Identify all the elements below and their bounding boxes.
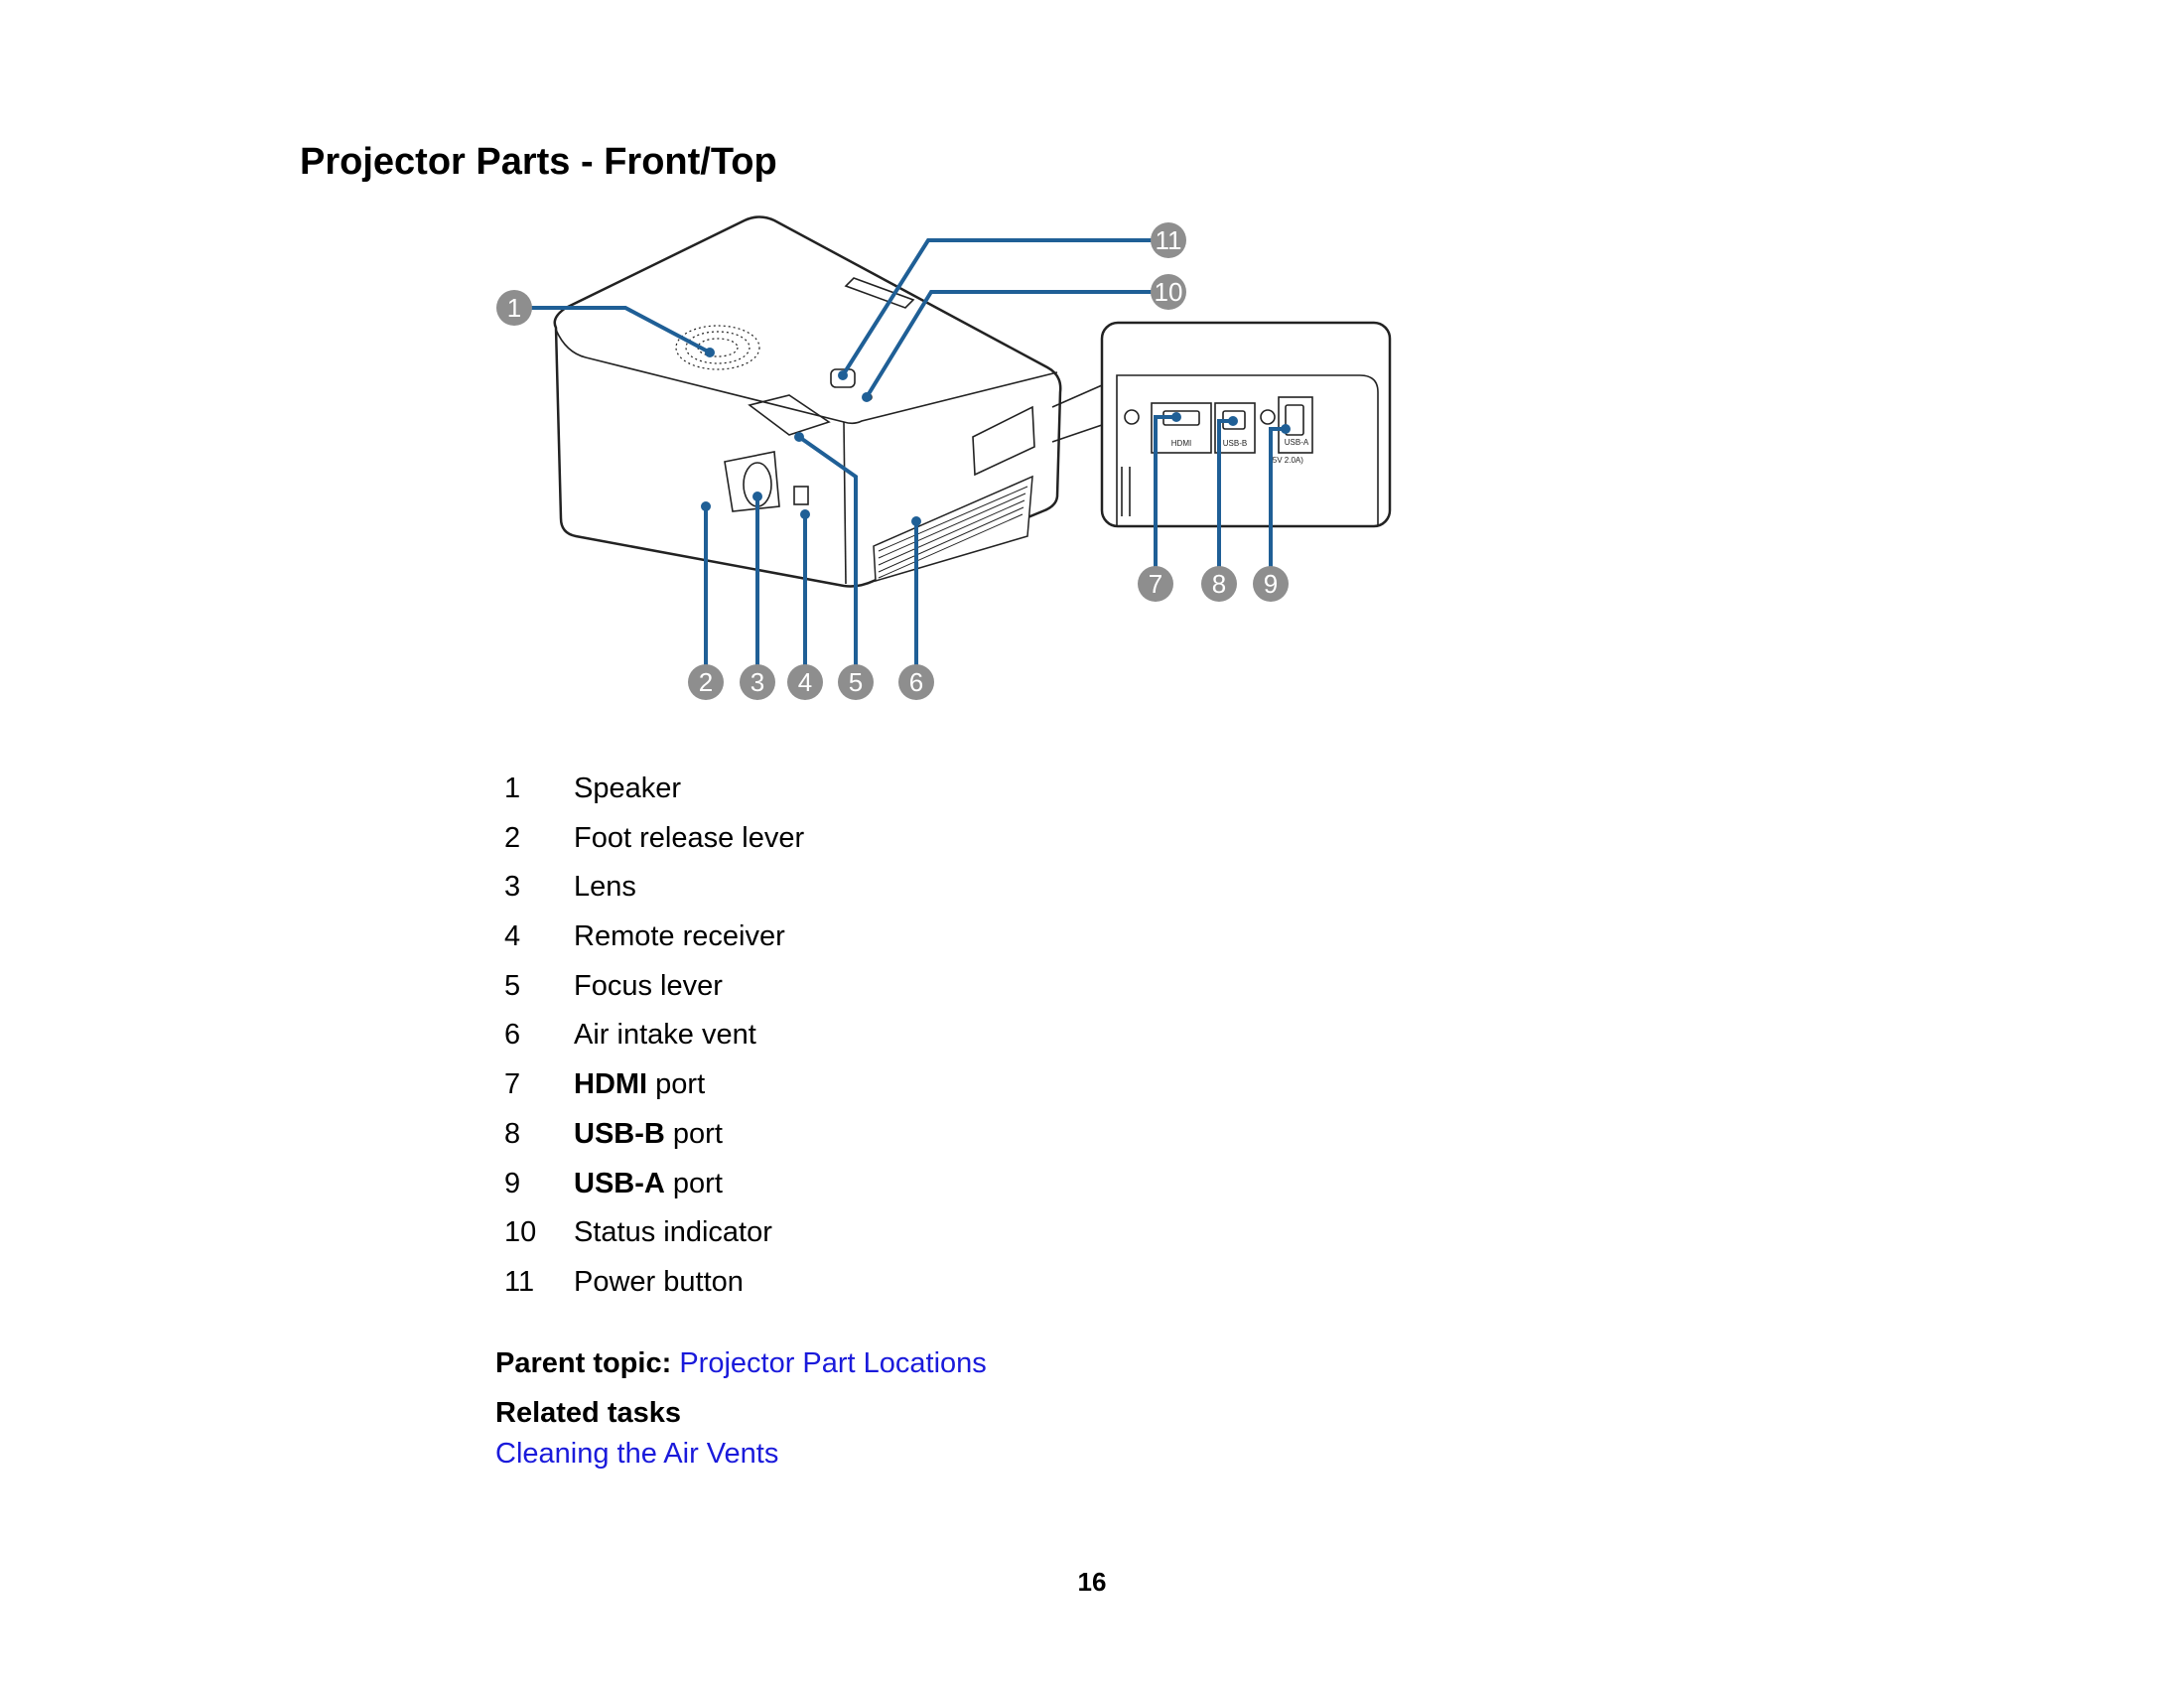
projector-body — [555, 217, 1060, 587]
list-item: 11 Power button — [504, 1265, 744, 1298]
callout-2 — [688, 664, 724, 700]
callout-11 — [1151, 222, 1186, 258]
related-task-link[interactable]: Cleaning the Air Vents — [495, 1438, 779, 1470]
svg-text:6: 6 — [908, 667, 924, 697]
callout-5 — [838, 664, 874, 700]
hdmi-port-label: HDMI — [1170, 439, 1192, 448]
svg-text:7: 7 — [1148, 569, 1163, 599]
svg-text:8: 8 — [1211, 569, 1227, 599]
usb-b-port-label: USB-B — [1222, 439, 1248, 448]
callout-10 — [1151, 274, 1186, 310]
list-item: 2 Foot release lever — [504, 821, 805, 854]
list-item: 8 USB-B port — [504, 1117, 723, 1150]
page-title: Projector Parts - Front/Top — [300, 141, 777, 183]
callout-9 — [1253, 566, 1289, 602]
list-item: 6 Air intake vent — [504, 1019, 756, 1052]
list-item: 7 HDMI port — [504, 1068, 706, 1101]
svg-text:3: 3 — [750, 667, 765, 697]
list-item: 3 Lens — [504, 871, 636, 904]
svg-text:1: 1 — [506, 293, 522, 323]
usb-a-port-label: USB-A — [1284, 438, 1309, 447]
parent-topic — [495, 1347, 987, 1380]
callout-4 — [787, 664, 823, 700]
svg-text:9: 9 — [1263, 569, 1279, 599]
list-item: 5 Focus lever — [504, 969, 723, 1002]
callout-3 — [740, 664, 775, 700]
parts-list — [504, 773, 804, 1316]
parent-topic-label: Parent topic: — [495, 1347, 672, 1379]
list-item: 1 Speaker — [504, 773, 682, 804]
list-item: 10 Status indicator — [504, 1216, 772, 1249]
page-number: 16 — [1077, 1567, 1107, 1597]
svg-text:4: 4 — [797, 667, 813, 697]
callout-1 — [496, 290, 532, 326]
svg-text:11: 11 — [1155, 225, 1182, 255]
parent-topic-link[interactable]: Projector Part Locations — [679, 1347, 987, 1379]
list-item: 4 Remote receiver — [504, 920, 785, 953]
projector-diagram — [477, 209, 1410, 725]
svg-text:5: 5 — [848, 667, 864, 697]
callout-6 — [898, 664, 934, 700]
related-tasks-heading: Related tasks — [495, 1397, 681, 1429]
related-tasks — [495, 1438, 778, 1471]
callout-7 — [1138, 566, 1173, 602]
svg-text:10: 10 — [1154, 277, 1183, 307]
callout-8 — [1201, 566, 1237, 602]
svg-text:2: 2 — [698, 667, 714, 697]
usb-a-rating-label: (5V 2.0A) — [1270, 456, 1303, 465]
list-item: 9 USB-A port — [504, 1167, 723, 1199]
projector-illustration — [477, 209, 1410, 725]
